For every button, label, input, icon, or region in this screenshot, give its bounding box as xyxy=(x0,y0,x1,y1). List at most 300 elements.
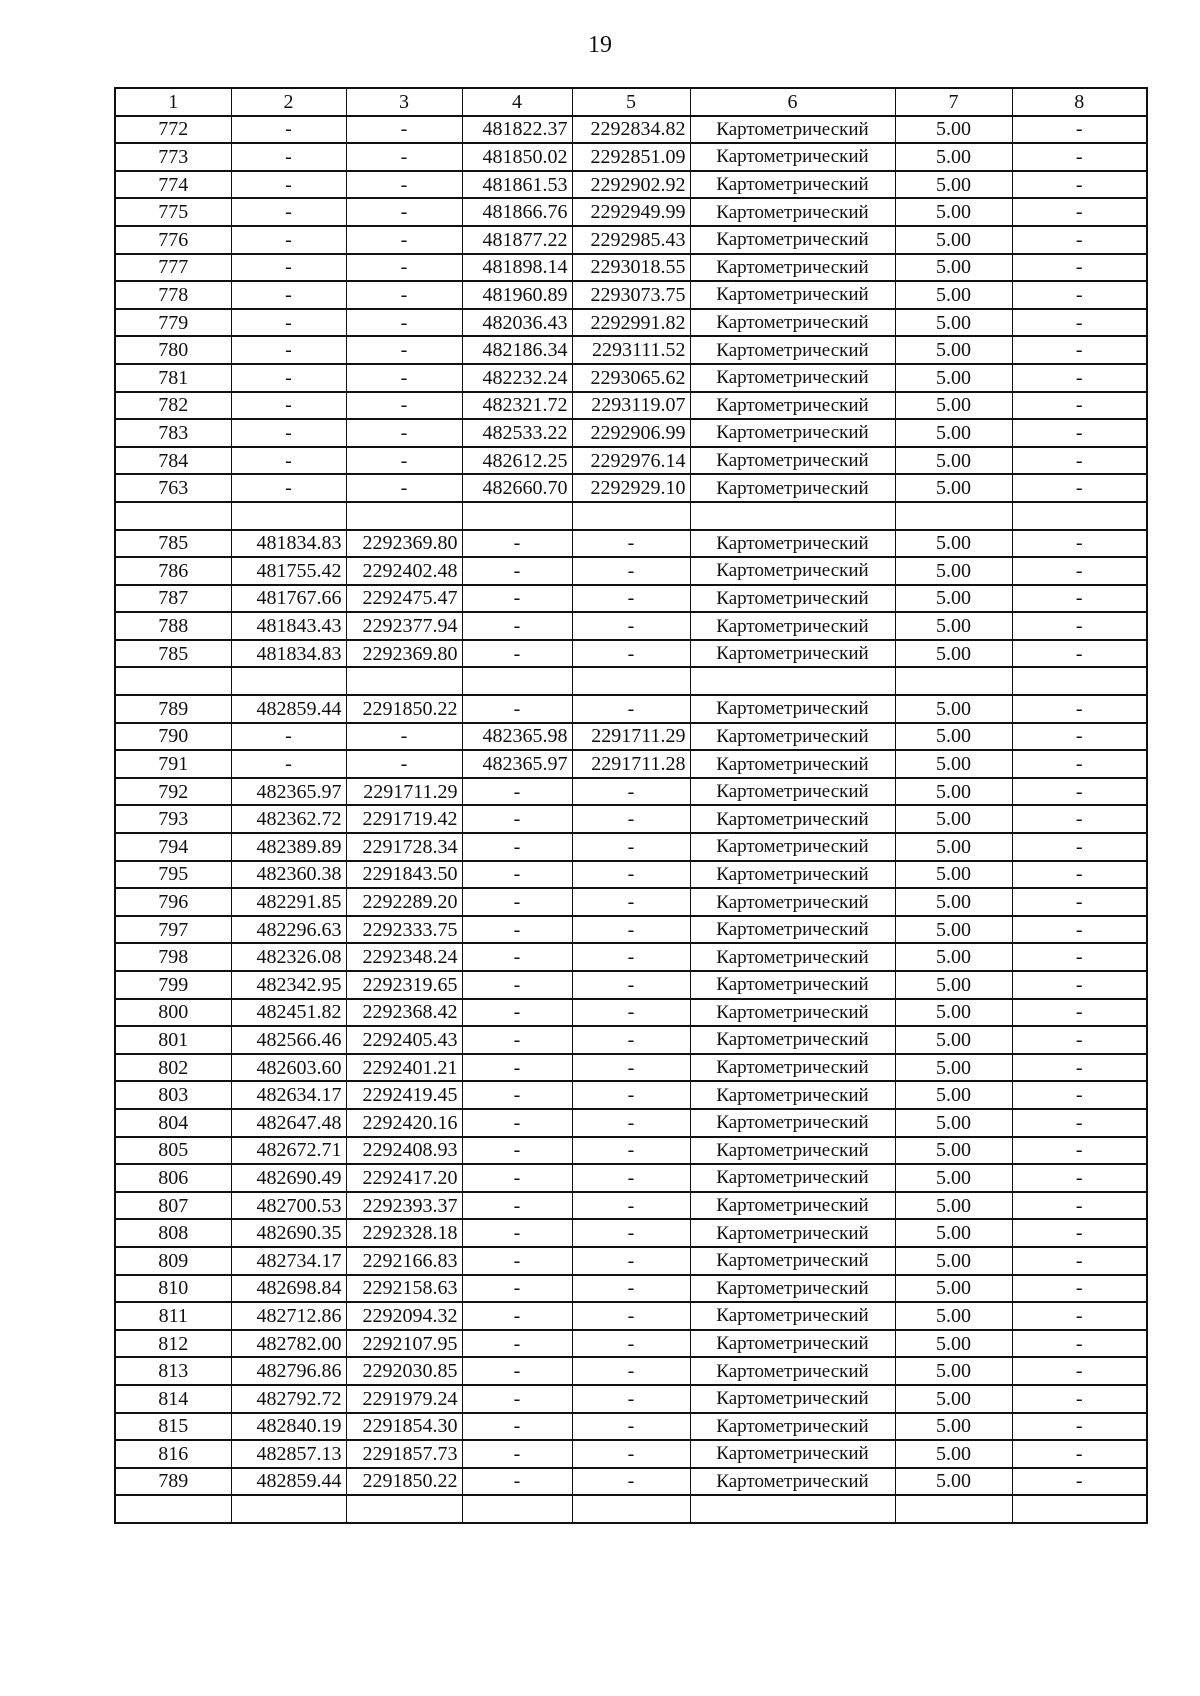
table-cell-col-7: 5.00 xyxy=(895,999,1012,1027)
table-cell-col-2: - xyxy=(231,281,346,309)
table-cell-col-8: - xyxy=(1012,1357,1147,1385)
page-number: 19 xyxy=(588,32,612,58)
table-cell-col-4: 482660.70 xyxy=(462,474,572,502)
table-cell-col-8: - xyxy=(1012,364,1147,392)
table-cell-col-1: 790 xyxy=(115,723,231,751)
table-cell-col-2 xyxy=(231,667,346,695)
table-row xyxy=(115,971,1147,999)
table-cell-col-1: 799 xyxy=(115,971,231,999)
table-cell-col-1 xyxy=(115,502,231,530)
table-row xyxy=(115,254,1147,282)
table-cell-col-8: - xyxy=(1012,778,1147,806)
table-cell-col-1: 803 xyxy=(115,1081,231,1109)
table-cell-col-3: - xyxy=(346,723,462,751)
table-cell-col-7: 5.00 xyxy=(895,971,1012,999)
table-cell-col-2: 482712.86 xyxy=(231,1302,346,1330)
table-cell-col-5: 2292929.10 xyxy=(572,474,690,502)
table-row xyxy=(115,750,1147,778)
table-cell-col-1: 776 xyxy=(115,226,231,254)
table-cell-col-1: 789 xyxy=(115,1468,231,1496)
table-cell-col-1: 773 xyxy=(115,143,231,171)
table-cell-col-3: 2291850.22 xyxy=(346,695,462,723)
table-cell-col-8: - xyxy=(1012,171,1147,199)
table-cell-col-6: Картометрический xyxy=(690,750,895,778)
table-cell-col-1: 786 xyxy=(115,557,231,585)
table-row xyxy=(115,640,1147,668)
table-cell-col-8: - xyxy=(1012,695,1147,723)
table-cell-col-8: - xyxy=(1012,861,1147,889)
table-cell-col-4: - xyxy=(462,1468,572,1496)
table-cell-col-4: 482232.24 xyxy=(462,364,572,392)
table-cell-col-1: 778 xyxy=(115,281,231,309)
table-row xyxy=(115,1137,1147,1165)
table-cell-col-7: 5.00 xyxy=(895,1192,1012,1220)
table-cell-col-2 xyxy=(231,502,346,530)
table-row xyxy=(115,1219,1147,1247)
table-cell-col-8: - xyxy=(1012,1330,1147,1358)
table-cell-col-6: Картометрический xyxy=(690,1275,895,1303)
table-cell-col-6: Картометрический xyxy=(690,861,895,889)
table-row xyxy=(115,1385,1147,1413)
table-cell-col-6: Картометрический xyxy=(690,1357,895,1385)
table-cell-col-4: 482036.43 xyxy=(462,309,572,337)
table-cell-col-2: 482389.89 xyxy=(231,833,346,861)
table-cell-col-6: Картометрический xyxy=(690,1192,895,1220)
table-cell-col-2: 482840.19 xyxy=(231,1413,346,1441)
table-cell-col-5: - xyxy=(572,612,690,640)
table-cell-col-8: - xyxy=(1012,226,1147,254)
table-cell-col-6: Картометрический xyxy=(690,143,895,171)
table-cell-col-4: - xyxy=(462,943,572,971)
table-cell-col-3: 2291979.24 xyxy=(346,1385,462,1413)
table-cell-col-4: 482365.98 xyxy=(462,723,572,751)
table-row xyxy=(115,281,1147,309)
table-row xyxy=(115,1054,1147,1082)
table-cell-col-2: 482859.44 xyxy=(231,1468,346,1496)
table-cell-col-6: Картометрический xyxy=(690,695,895,723)
table-cell-col-6: Картометрический xyxy=(690,943,895,971)
table-row xyxy=(115,116,1147,144)
table-cell-col-7: 5.00 xyxy=(895,916,1012,944)
table-cell-col-4: - xyxy=(462,695,572,723)
table-cell-col-1: 811 xyxy=(115,1302,231,1330)
table-cell-col-6: Картометрический xyxy=(690,888,895,916)
column-header-6: 6 xyxy=(690,88,895,116)
column-header-2: 2 xyxy=(231,88,346,116)
table-cell-col-5: - xyxy=(572,1109,690,1137)
table-cell-col-5: - xyxy=(572,1081,690,1109)
table-row xyxy=(115,226,1147,254)
table-cell-col-7: 5.00 xyxy=(895,805,1012,833)
table-row xyxy=(115,585,1147,613)
table-row xyxy=(115,364,1147,392)
table-cell-col-3: 2292475.47 xyxy=(346,585,462,613)
table-cell-col-3: - xyxy=(346,281,462,309)
table-cell-col-1: 794 xyxy=(115,833,231,861)
table-cell-col-1: 796 xyxy=(115,888,231,916)
table-cell-col-5: 2292902.92 xyxy=(572,171,690,199)
table-cell-col-7 xyxy=(895,502,1012,530)
table-cell-col-6: Картометрический xyxy=(690,557,895,585)
table-cell-col-6: Картометрический xyxy=(690,116,895,144)
table-row xyxy=(115,1495,1147,1523)
table-cell-col-4: - xyxy=(462,1137,572,1165)
table-cell-col-8: - xyxy=(1012,1275,1147,1303)
table-cell-col-6: Картометрический xyxy=(690,1440,895,1468)
coordinates-table xyxy=(114,87,1148,1524)
table-cell-col-3: 2292377.94 xyxy=(346,612,462,640)
table-cell-col-7: 5.00 xyxy=(895,723,1012,751)
table-cell-col-5: - xyxy=(572,833,690,861)
table-cell-col-7: 5.00 xyxy=(895,198,1012,226)
table-cell-col-4: - xyxy=(462,1385,572,1413)
table-cell-col-7: 5.00 xyxy=(895,1219,1012,1247)
table-row xyxy=(115,861,1147,889)
table-cell-col-2: 482690.35 xyxy=(231,1219,346,1247)
table-cell-col-1: 806 xyxy=(115,1164,231,1192)
table-row xyxy=(115,723,1147,751)
table-cell-col-7: 5.00 xyxy=(895,171,1012,199)
table-cell-col-4: 482365.97 xyxy=(462,750,572,778)
table-cell-col-5: - xyxy=(572,640,690,668)
table-cell-col-3: 2292368.42 xyxy=(346,999,462,1027)
table-cell-col-3: - xyxy=(346,419,462,447)
table-cell-col-1: 808 xyxy=(115,1219,231,1247)
table-row xyxy=(115,1468,1147,1496)
table-cell-col-7: 5.00 xyxy=(895,1081,1012,1109)
table-cell-col-1: 775 xyxy=(115,198,231,226)
table-row xyxy=(115,1413,1147,1441)
table-cell-col-4: - xyxy=(462,1219,572,1247)
table-cell-col-2: 482782.00 xyxy=(231,1330,346,1358)
table-cell-col-7: 5.00 xyxy=(895,585,1012,613)
table-cell-col-1: 800 xyxy=(115,999,231,1027)
table-cell-col-7: 5.00 xyxy=(895,1357,1012,1385)
table-cell-col-4: 482612.25 xyxy=(462,447,572,475)
table-row xyxy=(115,502,1147,530)
table-cell-col-7: 5.00 xyxy=(895,1247,1012,1275)
table-cell-col-5: - xyxy=(572,585,690,613)
table-cell-col-3: 2292369.80 xyxy=(346,640,462,668)
table-cell-col-2: - xyxy=(231,750,346,778)
table-cell-col-5: - xyxy=(572,1468,690,1496)
table-cell-col-4: - xyxy=(462,1081,572,1109)
table-cell-col-6: Картометрический xyxy=(690,336,895,364)
table-cell-col-4: - xyxy=(462,530,572,558)
table-cell-col-1: 809 xyxy=(115,1247,231,1275)
table-cell-col-8: - xyxy=(1012,447,1147,475)
table-cell-col-6: Картометрический xyxy=(690,916,895,944)
table-row xyxy=(115,1302,1147,1330)
table-cell-col-1: 780 xyxy=(115,336,231,364)
table-cell-col-8: - xyxy=(1012,530,1147,558)
table-cell-col-1: 802 xyxy=(115,1054,231,1082)
table-cell-col-7: 5.00 xyxy=(895,750,1012,778)
table-cell-col-6: Картометрический xyxy=(690,612,895,640)
table-cell-col-5 xyxy=(572,502,690,530)
table-cell-col-8: - xyxy=(1012,723,1147,751)
table-cell-col-7: 5.00 xyxy=(895,943,1012,971)
table-cell-col-2: 482451.82 xyxy=(231,999,346,1027)
table-row xyxy=(115,1164,1147,1192)
table-cell-col-2: 482734.17 xyxy=(231,1247,346,1275)
table-cell-col-2: - xyxy=(231,226,346,254)
table-row xyxy=(115,1026,1147,1054)
table-cell-col-5: - xyxy=(572,557,690,585)
table-cell-col-8: - xyxy=(1012,640,1147,668)
table-cell-col-5 xyxy=(572,1495,690,1523)
table-cell-col-4 xyxy=(462,502,572,530)
table-cell-col-8: - xyxy=(1012,1385,1147,1413)
table-cell-col-1: 781 xyxy=(115,364,231,392)
table-cell-col-5: - xyxy=(572,1192,690,1220)
table-cell-col-5: 2292906.99 xyxy=(572,419,690,447)
table-cell-col-2: 481767.66 xyxy=(231,585,346,613)
table-cell-col-4: - xyxy=(462,1109,572,1137)
table-cell-col-5: - xyxy=(572,916,690,944)
table-cell-col-3: 2292420.16 xyxy=(346,1109,462,1137)
table-cell-col-2: - xyxy=(231,336,346,364)
table-cell-col-2: 482859.44 xyxy=(231,695,346,723)
table-cell-col-8: - xyxy=(1012,916,1147,944)
table-cell-col-2: - xyxy=(231,116,346,144)
table-cell-col-4: - xyxy=(462,1440,572,1468)
table-cell-col-1: 783 xyxy=(115,419,231,447)
table-cell-col-8: - xyxy=(1012,999,1147,1027)
table-cell-col-4: - xyxy=(462,778,572,806)
table-cell-col-1: 787 xyxy=(115,585,231,613)
table-cell-col-6: Картометрический xyxy=(690,281,895,309)
table-cell-col-5: - xyxy=(572,778,690,806)
table-cell-col-7: 5.00 xyxy=(895,888,1012,916)
table-cell-col-7: 5.00 xyxy=(895,612,1012,640)
table-cell-col-7: 5.00 xyxy=(895,1054,1012,1082)
table-row xyxy=(115,309,1147,337)
table-cell-col-6: Картометрический xyxy=(690,585,895,613)
table-cell-col-4: - xyxy=(462,916,572,944)
table-cell-col-4: - xyxy=(462,640,572,668)
table-cell-col-5: - xyxy=(572,1357,690,1385)
table-cell-col-7: 5.00 xyxy=(895,143,1012,171)
table-cell-col-2: 482326.08 xyxy=(231,943,346,971)
column-header-3: 3 xyxy=(346,88,462,116)
table-cell-col-3: 2292030.85 xyxy=(346,1357,462,1385)
table-cell-col-8: - xyxy=(1012,474,1147,502)
table-cell-col-2: 482342.95 xyxy=(231,971,346,999)
column-header-5: 5 xyxy=(572,88,690,116)
table-cell-col-4: 481861.53 xyxy=(462,171,572,199)
table-cell-col-8: - xyxy=(1012,1440,1147,1468)
table-row xyxy=(115,1247,1147,1275)
table-cell-col-6: Картометрический xyxy=(690,171,895,199)
table-cell-col-1: 788 xyxy=(115,612,231,640)
table-cell-col-8: - xyxy=(1012,750,1147,778)
table-cell-col-3: - xyxy=(346,750,462,778)
table-cell-col-3: 2292333.75 xyxy=(346,916,462,944)
table-cell-col-3: - xyxy=(346,143,462,171)
table-cell-col-8: - xyxy=(1012,585,1147,613)
table-cell-col-7: 5.00 xyxy=(895,1440,1012,1468)
column-header-4: 4 xyxy=(462,88,572,116)
table-cell-col-1: 807 xyxy=(115,1192,231,1220)
table-cell-col-6: Картометрический xyxy=(690,778,895,806)
table-cell-col-3: 2292094.32 xyxy=(346,1302,462,1330)
table-cell-col-2: - xyxy=(231,447,346,475)
table-cell-col-6 xyxy=(690,1495,895,1523)
table-cell-col-7: 5.00 xyxy=(895,530,1012,558)
table-cell-col-3: 2292107.95 xyxy=(346,1330,462,1358)
table-cell-col-4: 481866.76 xyxy=(462,198,572,226)
table-cell-col-6: Картометрический xyxy=(690,1137,895,1165)
table-cell-col-6: Картометрический xyxy=(690,530,895,558)
table-cell-col-2: - xyxy=(231,254,346,282)
table-row xyxy=(115,999,1147,1027)
table-cell-col-6 xyxy=(690,502,895,530)
table-cell-col-7: 5.00 xyxy=(895,1275,1012,1303)
table-cell-col-4: - xyxy=(462,999,572,1027)
table-row xyxy=(115,419,1147,447)
table-cell-col-3: 2292328.18 xyxy=(346,1219,462,1247)
table-cell-col-5: 2293111.52 xyxy=(572,336,690,364)
table-cell-col-8: - xyxy=(1012,1109,1147,1137)
table-cell-col-7 xyxy=(895,1495,1012,1523)
table-cell-col-4: 482533.22 xyxy=(462,419,572,447)
table-cell-col-7: 5.00 xyxy=(895,364,1012,392)
table-cell-col-5: 2293073.75 xyxy=(572,281,690,309)
table-cell-col-1: 793 xyxy=(115,805,231,833)
table-cell-col-5: 2293018.55 xyxy=(572,254,690,282)
table-cell-col-1: 795 xyxy=(115,861,231,889)
table-cell-col-6: Картометрический xyxy=(690,723,895,751)
table-cell-col-4: - xyxy=(462,1054,572,1082)
table-cell-col-3: 2291719.42 xyxy=(346,805,462,833)
table-cell-col-5: 2293119.07 xyxy=(572,392,690,420)
table-cell-col-7: 5.00 xyxy=(895,392,1012,420)
table-cell-col-6: Картометрический xyxy=(690,254,895,282)
table-cell-col-5: 2292834.82 xyxy=(572,116,690,144)
table-cell-col-3: - xyxy=(346,309,462,337)
table-cell-col-7: 5.00 xyxy=(895,1302,1012,1330)
table-cell-col-7: 5.00 xyxy=(895,254,1012,282)
table-cell-col-2: 482647.48 xyxy=(231,1109,346,1137)
table-cell-col-4: - xyxy=(462,557,572,585)
table-cell-col-8: - xyxy=(1012,336,1147,364)
table-cell-col-3: - xyxy=(346,116,462,144)
table-cell-col-7: 5.00 xyxy=(895,1026,1012,1054)
table-cell-col-4: - xyxy=(462,612,572,640)
table-cell-col-5: 2291711.29 xyxy=(572,723,690,751)
table-row xyxy=(115,805,1147,833)
table-cell-col-4: 481898.14 xyxy=(462,254,572,282)
table-cell-col-7: 5.00 xyxy=(895,226,1012,254)
column-header-7: 7 xyxy=(895,88,1012,116)
table-cell-col-2: - xyxy=(231,419,346,447)
table-cell-col-1: 774 xyxy=(115,171,231,199)
table-cell-col-4: - xyxy=(462,971,572,999)
table-cell-col-2: - xyxy=(231,143,346,171)
table-body xyxy=(115,116,1147,1523)
table-cell-col-4: - xyxy=(462,1302,572,1330)
table-cell-col-8: - xyxy=(1012,1413,1147,1441)
table-cell-col-5: 2291711.28 xyxy=(572,750,690,778)
table-cell-col-5: 2293065.62 xyxy=(572,364,690,392)
table-header-row xyxy=(115,88,1147,116)
table-row xyxy=(115,888,1147,916)
table-cell-col-6: Картометрический xyxy=(690,833,895,861)
table-cell-col-1: 772 xyxy=(115,116,231,144)
table-cell-col-1: 804 xyxy=(115,1109,231,1137)
table-cell-col-2: 482690.49 xyxy=(231,1164,346,1192)
table-row xyxy=(115,1330,1147,1358)
table-cell-col-8: - xyxy=(1012,1026,1147,1054)
table-cell-col-3: - xyxy=(346,392,462,420)
table-cell-col-7: 5.00 xyxy=(895,419,1012,447)
table-cell-col-3: 2292401.21 xyxy=(346,1054,462,1082)
table-cell-col-7: 5.00 xyxy=(895,695,1012,723)
table-cell-col-4: 481850.02 xyxy=(462,143,572,171)
table-cell-col-2: 481834.83 xyxy=(231,530,346,558)
table-cell-col-8: - xyxy=(1012,309,1147,337)
table-cell-col-3: - xyxy=(346,198,462,226)
table-cell-col-6: Картометрический xyxy=(690,805,895,833)
table-cell-col-3: - xyxy=(346,171,462,199)
table-cell-col-5: - xyxy=(572,1247,690,1275)
table-cell-col-7: 5.00 xyxy=(895,861,1012,889)
table-cell-col-2: - xyxy=(231,309,346,337)
table-cell-col-3: - xyxy=(346,364,462,392)
table-cell-col-2: - xyxy=(231,392,346,420)
table-row xyxy=(115,530,1147,558)
table-cell-col-2: 481755.42 xyxy=(231,557,346,585)
table-cell-col-7: 5.00 xyxy=(895,1109,1012,1137)
table-cell-col-6: Картометрический xyxy=(690,1385,895,1413)
table-cell-col-6: Картометрический xyxy=(690,999,895,1027)
table-cell-col-7: 5.00 xyxy=(895,1330,1012,1358)
table-cell-col-4: - xyxy=(462,1275,572,1303)
table-cell-col-5: - xyxy=(572,943,690,971)
table-row xyxy=(115,695,1147,723)
table-cell-col-7: 5.00 xyxy=(895,336,1012,364)
table-cell-col-3: - xyxy=(346,226,462,254)
table-cell-col-8: - xyxy=(1012,116,1147,144)
table-cell-col-4: 481822.37 xyxy=(462,116,572,144)
table-cell-col-8: - xyxy=(1012,143,1147,171)
table-cell-col-6: Картометрический xyxy=(690,1109,895,1137)
table-cell-col-3: - xyxy=(346,447,462,475)
table-cell-col-8: - xyxy=(1012,1137,1147,1165)
table-cell-col-2: - xyxy=(231,198,346,226)
table-cell-col-6: Картометрический xyxy=(690,1026,895,1054)
table-cell-col-3 xyxy=(346,1495,462,1523)
table-cell-col-8: - xyxy=(1012,888,1147,916)
table-cell-col-1: 789 xyxy=(115,695,231,723)
table-cell-col-4 xyxy=(462,667,572,695)
table-cell-col-8: - xyxy=(1012,1164,1147,1192)
table-cell-col-5: 2292851.09 xyxy=(572,143,690,171)
table-cell-col-2: 482365.97 xyxy=(231,778,346,806)
table-cell-col-5: - xyxy=(572,1330,690,1358)
table-row xyxy=(115,198,1147,226)
table-cell-col-7 xyxy=(895,667,1012,695)
table-cell-col-3: 2292369.80 xyxy=(346,530,462,558)
table-cell-col-1: 784 xyxy=(115,447,231,475)
table-cell-col-8 xyxy=(1012,502,1147,530)
table-cell-col-3: 2291850.22 xyxy=(346,1468,462,1496)
table-row xyxy=(115,1357,1147,1385)
table-row xyxy=(115,392,1147,420)
table-cell-col-7: 5.00 xyxy=(895,281,1012,309)
table-cell-col-4: - xyxy=(462,1357,572,1385)
